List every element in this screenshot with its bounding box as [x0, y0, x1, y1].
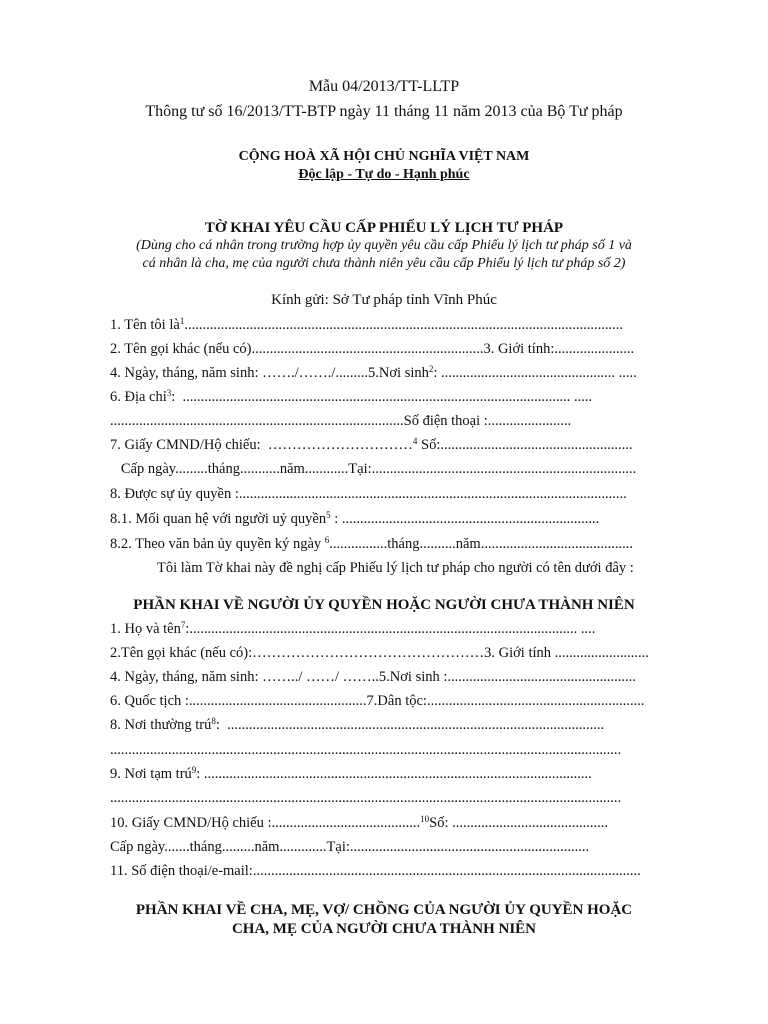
field-s1-id-issued[interactable]: Cấp ngày.......tháng.........năm.............Tại:.................................................................. [110, 839, 590, 855]
form-note-line-2: cá nhân là cha, mẹ của người chưa thành niên yêu cầu cấp Phiếu lý lịch tư pháp số 2) [142, 256, 626, 271]
field-s1-nationality-ethnicity[interactable]: 6. Quốc tịch :.................................................7.Dân tộc:............................................................ [110, 693, 645, 709]
field-s1-temporary-residence-cont[interactable]: ............................................................................................................................................. [110, 790, 622, 806]
section1-heading: PHẦN KHAI VỀ NGƯỜI ỦY QUYỀN HOẶC NGƯỜI CHƯA THÀNH NIÊN [133, 597, 635, 613]
form-title: TỜ KHAI YÊU CẦU CẤP PHIẾU LÝ LỊCH TƯ PHÁP [204, 220, 564, 236]
field-relationship[interactable]: 8.1. Mối quan hệ với người uỷ quyền$^5$ : ....................................................................... [110, 510, 600, 527]
field-address[interactable]: 6. Địa chỉ$^3$: ........................................................................................................... ..... [110, 388, 593, 405]
field-s1-id-card[interactable]: 10. Giấy CMND/Hộ chiếu :.........................................$^{10}$Số: ........................................... [110, 814, 608, 831]
form-code: Mẫu 04/2013/TT-LLTP [308, 78, 460, 95]
field-phone[interactable]: .................................................................................Số điện thoại :....................... [110, 413, 572, 429]
field-s1-permanent-residence-cont[interactable]: ............................................................................................................................................. [110, 742, 622, 758]
section2-heading-line-2: CHA, MẸ CỦA NGƯỜI CHƯA THÀNH NIÊN [231, 921, 537, 937]
field-name[interactable]: 1. Tên tôi $là^1$......................................................................................................................... [110, 316, 623, 333]
field-s1-alias-gender[interactable]: 2.Tên gọi khác (nếu có):…………………………………………3. Giới tính .......................... [110, 645, 649, 661]
field-s1-full-name[interactable]: 1. Họ và tên$^7$:........................................................................................................... .... [110, 620, 596, 637]
section2-heading-line-1: PHẦN KHAI VỀ CHA, MẸ, VỢ/ CHỒNG CỦA NGƯỜI ỦY QUYỀN HOẶC [135, 902, 633, 918]
national-title: CỘNG HOÀ XÃ HỘI CHỦ NGHĨA VIỆT NAM [238, 149, 530, 164]
field-s1-temporary-residence[interactable]: 9. Nơi tạm trú$^9$: ........................................................................................................... [110, 765, 592, 782]
field-id-issued[interactable]: Cấp ngày.........tháng...........năm............Tại:......................................................................... [110, 461, 637, 477]
field-authorized[interactable]: 8. Được sự ủy quyền :........................................................................................................... [110, 486, 627, 502]
field-authorization-date[interactable]: 8.2. Theo văn bản ủy quyền ký ngày $^6$................tháng..........năm.......................................... [110, 535, 633, 552]
field-id-card[interactable]: 7. Giấy CMND/Hộ chiếu: …………………………$^4$ Số:..................................................... [110, 436, 633, 453]
statement: Tôi làm Tờ khai này đề nghị cấp Phiếu lý lịch tư pháp cho người có tên dưới đây : [157, 560, 634, 576]
field-s1-permanent-residence[interactable]: 8. Nơi thường trú$^8$: ........................................................................................................ [110, 716, 605, 733]
field-s1-phone-email[interactable]: 11. Số điện thoại/e-mail:........................................................................................................... [110, 863, 641, 879]
field-s1-birth[interactable]: 4. Ngày, tháng, năm sinh: ……../ ……/ ……..5.Nơi sinh :.................................................... [110, 669, 636, 685]
form-note-line-1: (Dùng cho cá nhân trong trường hợp ủy quyền yêu cầu cấp Phiếu lý lịch tư pháp số 1 và [136, 238, 632, 253]
field-alias-gender[interactable]: 2. Tên gọi khác (nếu có)................................................................3. Giới tính:...................... [110, 341, 635, 357]
circular-reference: Thông tư số 16/2013/TT-BTP ngày 11 tháng 11 năm 2013 của Bộ Tư pháp [145, 103, 623, 120]
national-motto: Độc lập - Tự do - Hạnh phúc [298, 167, 470, 182]
recipient: Kính gửi: Sở Tư pháp tỉnh Vĩnh Phúc [271, 292, 497, 308]
field-birth[interactable]: 4. Ngày, tháng, năm sinh: ……./……./.........5.Nơi $\sinh^2$: ................................................ ..... [110, 364, 637, 381]
